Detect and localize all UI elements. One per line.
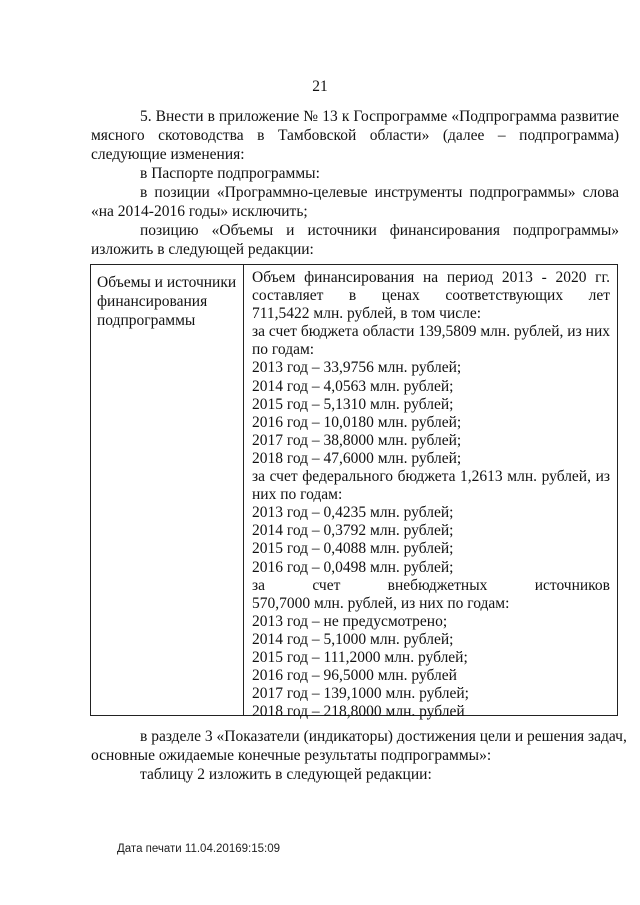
funding-line: 2018 год – 47,6000 млн. рублей; (252, 449, 462, 467)
table-label-line-2: финансирования (97, 293, 208, 310)
funding-line: 2016 год – 10,0180 млн. рублей; (252, 413, 462, 431)
after-line-1: в разделе 3 «Показатели (индикаторы) достижения цели и решения задач, (140, 728, 627, 745)
after-line-3: таблицу 2 изложить в следующей редакции: (140, 766, 432, 783)
funding-line: за счет бюджета области 139,5809 млн. рублей, из них (252, 323, 610, 341)
page-number: 21 (312, 78, 328, 95)
intro-line-1: 5. Внести в приложение № 13 к Госпрограмме «Подпрограмма развитие (140, 108, 619, 125)
intro-line-3: следующие изменения: (91, 146, 245, 163)
funding-line: 2015 год – 0,4088 млн. рублей; (252, 540, 454, 558)
funding-line: 2017 год – 38,8000 млн. рублей; (252, 431, 462, 449)
funding-line: 2016 год – 96,5000 млн. рублей (252, 667, 457, 685)
intro-line-2: мясного скотоводства в Тамбовской области» (далее – подпрограмма) (91, 127, 619, 144)
intro-line-5: в позиции «Программно-целевые инструменты подпрограммы» слова (140, 184, 619, 201)
funding-line: 2018 год – 218,8000 млн. рублей (252, 703, 465, 721)
passport-table (90, 264, 618, 721)
funding-line: по годам: (252, 341, 315, 359)
funding-line: 2015 год – 111,2000 млн. рублей; (252, 648, 468, 666)
funding-line: 2014 год – 0,3792 млн. рублей; (252, 522, 454, 540)
funding-line: Объем финансирования на период 2013 - 2020 гг. (252, 269, 610, 286)
funding-line: 2014 год – 5,1000 млн. рублей; (252, 630, 454, 648)
funding-line: 2014 год – 4,0563 млн. рублей; (252, 377, 454, 395)
funding-line: них по годам: (252, 486, 343, 504)
funding-line: 2015 год – 5,1310 млн. рублей; (252, 395, 454, 413)
funding-line: 2016 год – 0,0498 млн. рублей; (252, 558, 454, 576)
funding-line: за счет внебюджетных источников (252, 576, 610, 594)
funding-line: 2013 год – не предусмотрено; (252, 612, 448, 630)
print-date-footer: Дата печати 11.04.20169:15:09 (117, 843, 280, 855)
table-label-line-3: подпрограммы (97, 312, 196, 329)
funding-line: 2013 год – 33,9756 млн. рублей; (252, 359, 462, 377)
table-label-line-1: Объемы и источники (97, 274, 237, 291)
table-value-cell (252, 269, 610, 721)
funding-line: 711,5422 млн. рублей, в том числе: (252, 305, 482, 323)
funding-line: составляет в ценах соответствующих лет (252, 287, 610, 305)
intro-line-4: в Паспорте подпрограммы: (140, 165, 320, 182)
funding-line: 2013 год – 0,4235 млн. рублей; (252, 504, 454, 522)
intro-line-7: позицию «Объемы и источники финансирования подпрограммы» (140, 222, 619, 239)
funding-line: 2017 год – 139,1000 млн. рублей; (252, 685, 469, 703)
table-label-cell (97, 273, 241, 330)
funding-line: за счет федерального бюджета 1,2613 млн. рублей, из (252, 468, 610, 486)
funding-line: 570,7000 млн. рублей, из них по годам: (252, 594, 510, 612)
intro-line-8: изложить в следующей редакции: (91, 241, 314, 258)
table-column-divider (243, 265, 244, 715)
intro-line-6: «на 2014-2016 годы» исключить; (91, 203, 308, 220)
after-line-2: основные ожидаемые конечные результаты подпрограммы»: (91, 747, 492, 764)
